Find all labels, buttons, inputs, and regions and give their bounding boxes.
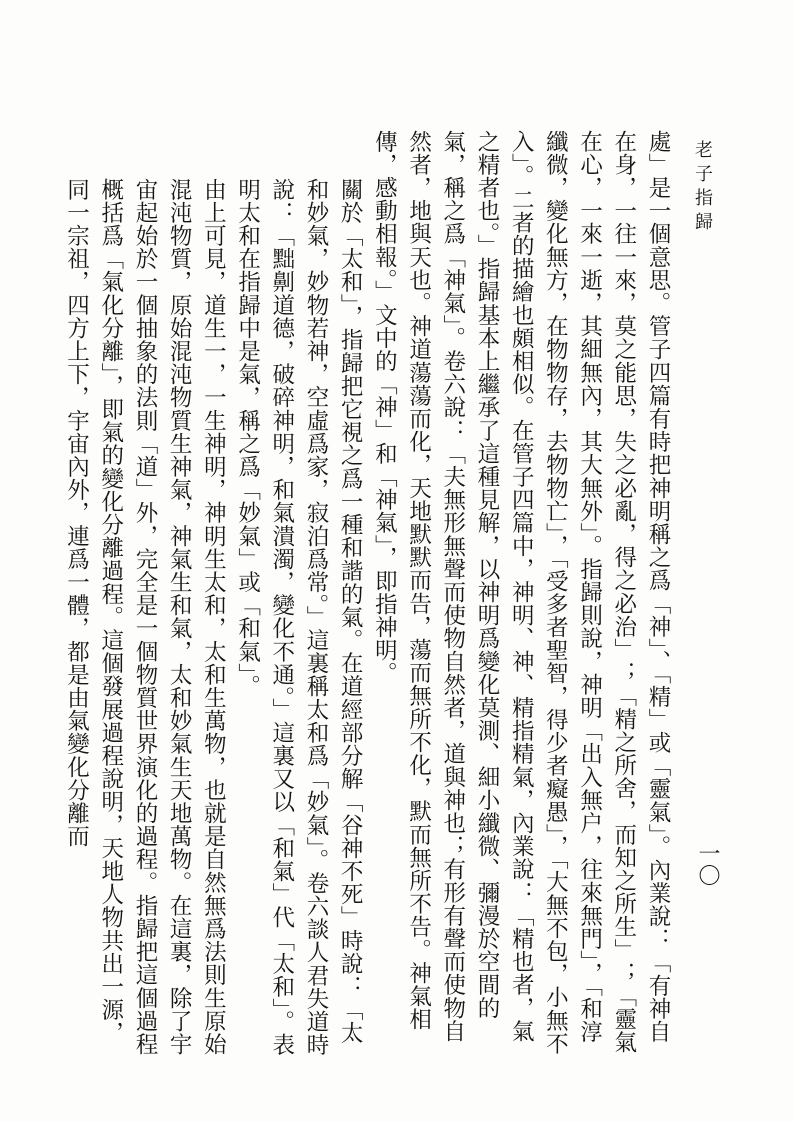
paragraph-qihua: 由上可見，道生一，一生神明，神明生太和，太和生萬物，也就是自然無爲法則生原始混沌物質，原始混沌物質生神氣，神氣生和氣，太和妙氣生天地萬物。在這裏，除了宇宙起始於一個抽象的法則「道」外，完全是一個物質世界演化的過程。指歸把這個過程概括爲「氣化分離」，即氣的變化分離過程。這個發展過程說明，天地人物共出一源，同一宗祖，四方上下，宇宙內外，連爲一體，都是由氣變化分離而 — [63, 178, 227, 1056]
body-text — [59, 130, 675, 1060]
page-number: 一〇 — [695, 842, 720, 886]
paragraph-taihe: 關於「太和」，指歸把它視之爲一種和諧的氣。在道經部分解「谷神不死」時說：「太和妙氣，妙物若神，空虛爲家，寂泊爲常。」這裏稱太和爲「妙氣」。卷六談人君失道時說：「黜劓道德，破碎神明，和氣潰濁，變化不通。」這裏又以「和氣」代「太和」。表明太和在指歸中是氣，稱之爲「妙氣」或「和氣」。 — [234, 178, 364, 1057]
paragraph-shenming: 處」是一個意思。管子四篇有時把神明稱之爲「神」、「精」或「靈氣」。內業說：「有神自在身，一往一來，莫之能思，失之必亂，得之必治」；「精之所舍，而知之所生」；「靈氣在心，一來一逝，其細無內，其大無外」。指歸則說，神明「出入無户，往來無門」，「和淳纖微，變化無方，在物物存，去物物亡」，「受多者聖智，得少者癡愚」，「大無不包，小無不入」。二者的描繪也頗相似。在管子四篇中，神明、神、精指精氣，內業說：「精也者，氣之精者也。」指歸基本上繼承了這種見解，以神明爲變化莫測、細小纖微、彌漫於空間的氣，稱之爲「神氣」。卷六說：「夫無形無聲而使物自然者，道與神也；有形有聲而使物自然者，地與天也。神道蕩蕩而化，天地默默而告，蕩而無所不化，默而無所不告。神氣相傳，感動相報。」文中的「神」和「神氣」，即指神明。 — [371, 130, 671, 1056]
running-header-title: 老子指歸 — [692, 140, 713, 236]
